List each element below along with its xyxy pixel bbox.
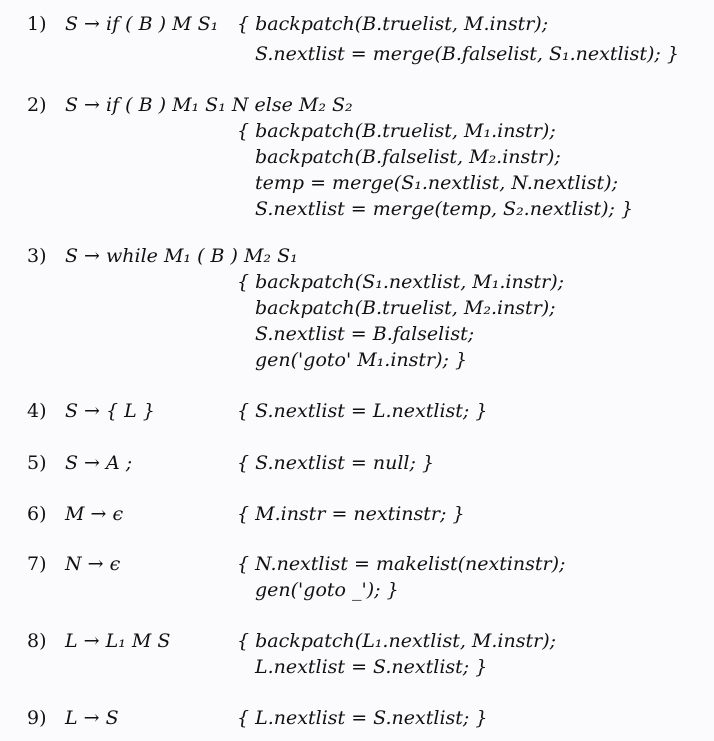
action-line: temp = merge(S₁.nextlist, N.nextlist); (255, 172, 618, 194)
action-line: { M.instr = nextinstr; } (237, 503, 465, 525)
action-line: { backpatch(S₁.nextlist, M₁.instr); (237, 271, 565, 293)
action-line: { S.nextlist = L.nextlist; } (237, 400, 488, 422)
action-line: { backpatch(B.truelist, M.instr); (237, 13, 549, 35)
action-line: gen('goto' M₁.instr); } (255, 349, 468, 371)
production: L → L₁ M S (65, 630, 171, 652)
rule-number: 5) (27, 452, 47, 474)
action-line: backpatch(B.falselist, M₂.instr); (255, 146, 561, 168)
production: L → S (65, 707, 119, 729)
action-line: S.nextlist = merge(B.falselist, S₁.nextlist); } (255, 43, 679, 65)
action-line: S.nextlist = B.falselist; (255, 323, 475, 345)
production: S → while M₁ ( B ) M₂ S₁ (65, 245, 298, 267)
production: S → { L } (65, 400, 155, 422)
production: S → if ( B ) M S₁ (65, 13, 219, 35)
rule-number: 9) (27, 707, 47, 729)
production: N → ϵ (65, 553, 121, 575)
rule-number: 2) (27, 94, 47, 116)
action-line: backpatch(B.truelist, M₂.instr); (255, 297, 556, 319)
rule-number: 7) (27, 553, 47, 575)
rule-number: 8) (27, 630, 47, 652)
action-line: L.nextlist = S.nextlist; } (255, 656, 488, 678)
rule-number: 1) (27, 13, 47, 35)
action-line: { S.nextlist = null; } (237, 452, 435, 474)
production: S → if ( B ) M₁ S₁ N else M₂ S₂ (65, 94, 353, 116)
rule-number: 4) (27, 400, 47, 422)
rule-number: 6) (27, 503, 47, 525)
production: S → A ; (65, 452, 133, 474)
action-line: { backpatch(B.truelist, M₁.instr); (237, 120, 556, 142)
action-line: { N.nextlist = makelist(nextinstr); (237, 553, 566, 575)
action-line: { L.nextlist = S.nextlist; } (237, 707, 488, 729)
rule-number: 3) (27, 245, 47, 267)
action-line: { backpatch(L₁.nextlist, M.instr); (237, 630, 557, 652)
production: M → ϵ (65, 503, 124, 525)
action-line: S.nextlist = merge(temp, S₂.nextlist); } (255, 198, 634, 220)
action-line: gen('goto _'); } (255, 579, 399, 601)
